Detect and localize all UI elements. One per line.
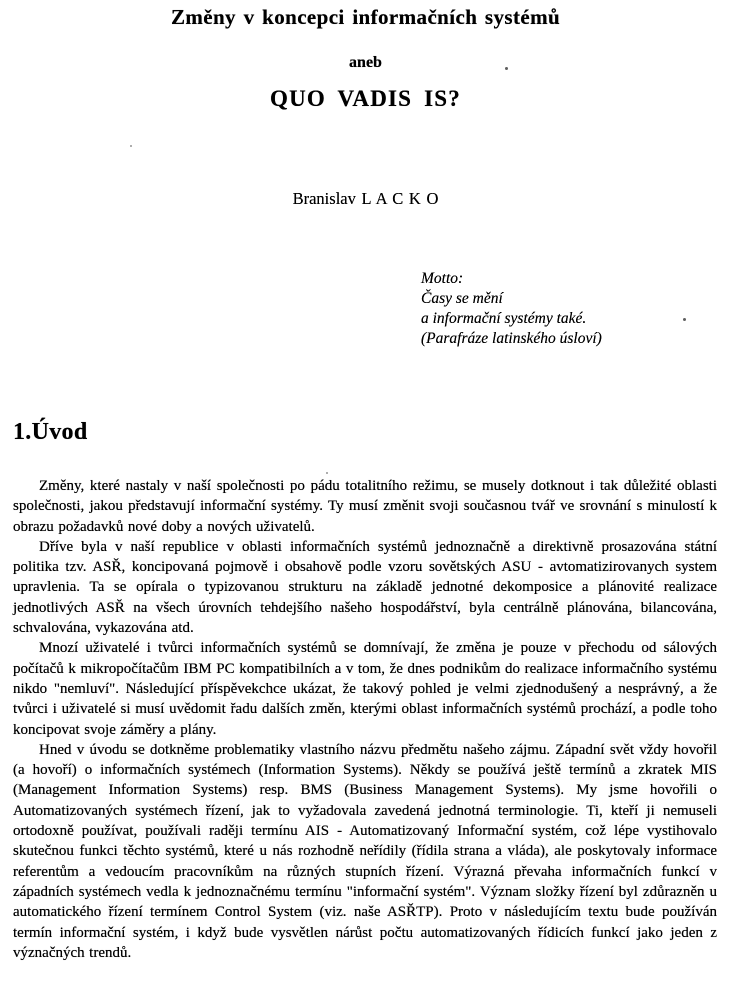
motto-line-1: Časy se mění — [421, 290, 503, 307]
paper-title-connector: aneb — [349, 54, 382, 71]
body-text — [13, 476, 717, 963]
paragraph-4: Hned v úvodu se dotkněme problematiky vlastního názvu předmětu našeho zájmu. Západní svět vždy hovořil (a hovoří) o informačních systémech (Information Systems). Někdy se používá ještě termínů a zkratek MIS (Management Information Systems) resp. BMS (Business Management Systems). My jsme hovořili o Automatizovaných systémech řízení, jak to vyžadovala zavedená jednotná terminologie. Ti, kteří ji nemuseli ortodoxně používat, používali raději termínu AIS - Automatizovaný Informační systém, což lépe vystihovalo skutečnou funkci těchto systémů, které u nás rozhodně neřídily (řídila strana a vláda), ale poskytovaly informace referentům a vedoucím pracovníkům na různých stupních řízení. Výrazná převaha informačních funkcí v západních systémech vedla k jednoznačnému termínu "informační systém". Význam složky řízení byl zdůrazněn u automatického řízení termínem Control System (viz. naše ASŘTP). Proto v následujícím textu bude používán termín informační systém, i když bude vysvětlen nárůst počtu automatizovaných řídicích funkcí jako jeden z význačných trendů. — [13, 741, 717, 961]
scan-artifact — [240, 908, 242, 910]
motto-label: Motto: — [421, 270, 464, 287]
scan-artifact — [326, 472, 328, 474]
paragraph-1: Změny, které nastaly v naší společnosti po pádu totalitního režimu, se musely dotknout i tak důležité oblasti společnosti, jakou představují informační systémy. Ty musí změnit svoji současnou tvář ve srovnání s minulostí k obrazu požadavků nové doby a nových uživatelů. — [13, 478, 717, 535]
section-heading-uvod: 1.Úvod — [13, 419, 88, 445]
paper-title-main: QUO VADIS IS? — [270, 86, 461, 111]
scan-artifact — [683, 318, 686, 321]
paper-title: Změny v koncepci informačních systémů — [170, 5, 561, 29]
scan-artifact — [505, 67, 508, 70]
author-line: Branislav L A C K O — [292, 189, 439, 208]
paragraph-2: Dříve byla v naší republice v oblasti informačních systémů jednoznačně a direktivně prosazována státní politika tzv. ASŘ, koncipovaná pojmově i obsahově podle vzoru sovětských ASU - avtomatizirovanych system upravlenia. Ta se opírala o typizovanou strukturu na základě jednotné dekomposice a plánovité realizace jednotlivých ASŘ na všech úrovních tehdejšího našeho hospodářství, byla centrálně plánována, bilancována, schvalována, vykazována atd. — [13, 538, 717, 637]
motto-line-2: a informační systémy také. — [421, 310, 587, 327]
motto-line-3: (Parafráze latinského úsloví) — [421, 330, 602, 347]
scan-artifact — [130, 145, 132, 147]
paragraph-3: Mnozí uživatelé i tvůrci informačních systémů se domnívají, že změna je pouze v přechodu od sálových počítačů k mikropočítačům IBM PC kompatibilních a v tom, že dnes podnikům do realizace informačního systému nikdo "nemluví". Následující příspěvekchce ukázat, že takový pohled je velmi zjednodušený a nesprávný, a že tvůrci i uživatelé si musí uvědomit řadu dalších změn, kterými oblast informačních systémů prochází, a podle toho koncipovat svoje záměry a plány. — [13, 640, 717, 738]
motto-block — [421, 269, 602, 349]
